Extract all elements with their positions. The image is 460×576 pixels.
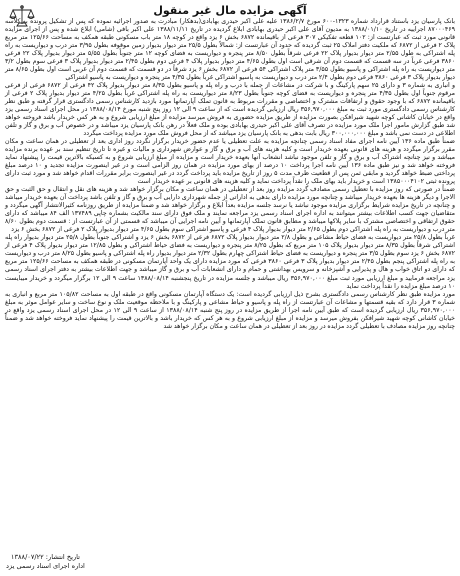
body-paragraph: ضمناً در صورتی که روز مزایده با تعطیل رسمی مصادف گردد مزایده روز بعد از تعطیلی در همان ساعت و مکان برگزار خواهد شد و هزینه های نقل و انتقال و حق الثبت و حق الاجرا و دیگر هزینه ها بعهده خریدار میباشد و چنانچه مورد مزایده دارای بدهی به اداراتی از جمله شهرداری دارایی آب و برق و گاز و تلفن باشد پرداخت آن بعهده خریدار میباشد و چنانچه در تاریخ مزایده شرایط برگزاری مزایده موجود نباشد یا نرسد جلسه مزایده بعداً ابلاغ و برگزار خواهد شد و ضمناً مزایده از طریق روزنامه کثیرالانتشار آگهی میگردد و متقاضیان جهت کسب اطلاعات بیشتر میتوانند به اداره اجرای اسناد رسمی یزد مراجعه نمایند و ملک فوق دارای سند مالکیت بشماره چاپی ۱۳۷۴۸۹ الف ۸۴ میباشد که دارای حقوق ارتفاقی و اختصاصی مشترک با سایر پلاکها میباشد و مطابق قانون تملک آپارتمانها و آیین نامه اجرایی آن میباشد که قسمتی از آن عبارتست از : قسمت دوم بطول ۸/۶۰ متر درب و دیواریست به راه پله اشتراکی دوم بطول ۲/۶۵ متر دیوار بدیوار پلاک ۴ فرعی و پاسیو اشتراکی سوم بطول ۴/۶۵ متر دیوار بدیوار پلاک ۲ فرعی از ۶۸۷۲ بخش ۶ یزد [5,186,455,234]
body-paragraph: بانک پارسیان یزد باستناد قرارداد شماره ۱۳۲۳-۶۰۰ مورخ ۱۳۸۶/۲/۷ علیه علی اکبر حیدری بهابادی(بدهکار) مبادرت به صدور اجرائیه نموده که پس از تشکیل پرونده به کلاسه ۸۷۰۰۰۴۶۹ اجراییه در تاریخ ۱۳۸۸/۰۱/۱۰ به مدیون آقای علی اکبر حیدری بهابادی ابلاغ گردیده در تاریخ ۱۳۸۸/۱۱/۱۱ علی اکبر بافی (شامی) ابلاغ شده و پس از اجرای مزایده قانونی مورد ثبت که عبارتست از: ۱۰۲ قطعه تفکیکی ۳۰۷ فرعی از باقیمانده ۶۸۷۲ بخش ۶ یزد واقع در کوچه ۱۸ متر باب مسکونی طبقه همکف به مساحت ۱۲۵/۶۶ متر مربع پلاک ۲ فرعی از ۶۸۷۲ که ملکیت دفتر املاک ۲۵ ثبت گردیده که حدود آن عبارتست از: شمالاً بطول ۲۵/۵ متر دیوار بدیوار زمین موقوفه بطول ۳/۹۵ متر درب و دیواریست به راه پله اشتراکی به طول ۲/۵۵ متر دیوار بدیوار پلاک ۲۲ فرعی شرقاً بطول ۸/۵۰ متر پنجره و دیواریست به فضای کوچه ۱۲ متر جنوباً بطول ۵/۵۵ متر دیوار بدیوار پلاک ۲۲ فرعی ۳۸۶۰ فرعی غرباً در سه قسمت که قسمت دوم آن شرقی است اول بطول ۴/۶۵ متر دیوار بدیوار پلاک ۴ فرعی دوم بطول ۲/۴۵ متر دیوار بدیوار پلاک ۳ فرعی سوم بطول ۳/۲ متر دیواریست به راه پله اشتراکی و پاسیو بطول ۳/۵۵ متر پلاک اشتراکی ۵۴ فرعی از ۶۸۷۲ بخش ۶ یزد شرقاً در دو قسمت که قسمت دوم آن غربی است اول بطول ۸/۶۵ متر دیوار بدیوار پلاک ۳ فرعی ۳۸۶۰ فرعی دوم بطول ۲/۴ متر درب و دیواریست به پاسیو اشتراکی غرباً بطول ۴/۳۵ متر پنجره و دیواریست به پاسیو اشتراکی [5,18,456,82]
notice-title: آگهی مزایده مال غیر منقول [153,4,307,17]
notice-header [5,4,455,30]
body-paragraph: ضمناً طبق ماده ۱۳۶ آیین نامه اجرای مفاد اسناد رسمی چنانچه مزایده به علت تعطیلی یا عدم حضور خریدار برگزار نگردد روز اداری بعد از تعطیلی در همان ساعت و مکان مقرر برگزار میگردد و هزینه های قانونی بعهده خریدار است و کلیه هزینه های آب و برق و گاز و عوارض شهرداری و مالیات و غیره تا تاریخ تنظیم سند بر عهده برنده مزایده میباشد و نیز چنانچه اشتراک آب و برق و گاز و تلفن موجود نباشد انشعاب آنها بعهده خریدار است و مزایده از مبلغ ارزیابی شروع و به کسیکه بالاترین قیمت را پیشنهاد نماید فروخته خواهد شد و نیز طبق ماده ۱۳۶ آیین نامه اجرا پرداخت ۱۰ درصد از بهای مورد مزایده در همان روز الزامی است و در غیر اینصورت مزایده تجدید و ۱۰ درصد مبلغ پرداختی ضبط خواهد گردید و مابقی ثمن پس از قطعیت ظرف مدت ۵ روز از تاریخ مزایده باید پرداخت گردد در غیر اینصورت برابر مقررات اقدام خواهد شد و مورد ثبت دارای پرونده ثبتی ۱۳۸۵۰۰۰۴۱۰۲ است و خریدار باید بهای ملک را نقداً پرداخت نماید و کلیه هزینه های قانونی بر عهده خریدار است [5,138,455,186]
judiciary-emblem-icon [7,4,37,30]
publish-date: تاریخ انتشار: ۱۳۸۸/۰۷/۲۲ [10,553,80,561]
body-paragraph: و انباری به شماره ۳ و دارای ۲۵ سهم پارکینگ و با شرکت در مشاعات از جمله با درب و راه پله و پاسیو بطول ۸/۳۵ متر دیوار بدیوار پلاک ۴۲ فرعی از ۶۸۷۲ فرعی از فرعی مرقوم جنوباً اول بطول ۴/۳۵ متر پنجره و دیواریست به فضای کوچه جنوباً بطول ۸/۲۳ متر دیواریست به راه پله اشتراکی غرباً بطول ۴/۲۵ متر دیوار بدیوار پلاک ۲ فرعی از باقیمانده ۶۸۷۲ که با وجود حقوق و ارتفاقات مشترک و اختصاصی و مقررات مربوط به قانون تملک آپارتمانها مورد بازدید کارشناس رسمی دادگستری قرار گرفته و طبق نظر کارشناس رسمی دادگستری مورد ثبت به مبلغ ۳۵۶,۹۷۰,۰۰۰ ریال ارزیابی گردیده است که از ساعت ۹ الی ۱۲ روز پنج شنبه مورخ ۱۳۸۸/۰۸/۱۴ در محل اجرای اسناد رسمی یزد واقع در خیابان کاشانی کوچه شهید شیرافکن بصورت مزایده از طریق مزایده حضوری به فروش میرسد مزایده از مبلغ ارزیابی شروع و به هر کس خریدار باشد فروخته خواهد شد طبق گزارش مامور اجرا ملک مورد مزایده در تصرف آقای علی اکبر حیدری بهابادی بوده و ملک فعلاً در رهن بانک پارسیان یزد میباشد و در خصوص آب و برق و گاز و تلفن اطلاعی در دست نمی باشد و مبلغ ۳۰۰,۰۰۰,۰۰۰ ریال بابت بدهی به بانک پارسیان یزد میباشد که از محل فروش ملک مورد مزایده پرداخت میگردد [5,82,455,138]
notice-footer [6,553,85,571]
body-paragraph: غرباً بطول ۲۵/۸ متر دیواریست به فضای حیاط مشاعی و بطول ۲/۸ متر دیوار بدیوار پلاک ۶۸۷۲ فرعی از ۶۸۷۲ بخش ۶ یزد و اشتراکی جنوباً بطول ۲۵/۸ متر دیوار بدیوار راه پله اشتراکی شرقاً بطول ۸/۳۵ متر دیوار بدیوار پلاک ۱۰۵ متر مربع که بطول ۸/۲۵ متر پنجره و دیواریست به فضای حیاط اشتراکی و بطول ۱۲/۸۵ متر دیوار بدیوار پلاک ۴ فرعی از ۶۸۷۲ بخش ۶ یزد سوم بطول ۳/۵ متر پنجره و دیواریست به فضای حیاط اشتراکی چهارم بطول ۲/۳۲ متر دیوار بدیوار راه پله اشتراکی و پاسیو بطول ۸/۲۵ متر درب و دیواریست به راه پله اشتراکی پنجم بطول ۲/۴۵ متر دیوار بدیوار پلاک ۳ فرعی ۳۸۶۰ فرعی که مورد مزایده دارای یک واحد آپارتمان مسکونی در طبقه همکف به مساحت ۱۲۵/۶۶ متر مربع که دارای دو اتاق خواب و هال و پذیرایی و آشپزخانه و سرویس بهداشتی و حمام و دارای انشعابات آب و برق و گاز میباشد و جهت اطلاعات بیشتر به دفتر اجرای اسناد رسمی یزد مراجعه فرمایید و مبلغ ارزیابی مورد ثبت مبلغ ۳۵۶,۹۷۰,۰۰۰ ریال میباشد و جلسه مزایده در تاریخ پنجشنبه ۱۳۸۸/۰۸/۱۴ ساعت ۹ الی ۱۲ برگزار میگردد و خریدار میبایست ۱۰ درصد مبلغ مزایده را نقداً پرداخت نماید [4,234,456,290]
body-paragraph: مورد مزایده طبق نظر کارشناس رسمی دادگستری بشرح ذیل ارزیابی گردیده است: یک دستگاه آپارتمان مسکونی واقع در طبقه اول به مساحت ۱۰۵/۸۲ متر مربع و انباری به شماره ۳ قرار دارد که بقیه قسمتها و مشاعات آن عبارتست از راه پله و پاسیو و حیاط مشاعی و پارکینگ و با ملاحظه موقعیت ملک و نوع ساخت و سایر عوامل موثر به مبلغ ۳۵۶,۹۷۰,۰۰۰ ریال ارزیابی گردیده است که طبق آیین نامه اجرا از طریق مزایده در روز پنج شنبه ۱۳۸۸/۰۸/۱۴ از ساعت ۹ الی ۱۲ در محل اجرای اسناد رسمی یزد واقع در خیابان کاشانی کوچه شهید شیرافکن بفروش میرسد و مزایده از مبلغ ارزیابی شروع و به هر کس که خریدار باشد و بالاترین قیمت را پیشنهاد نماید فروخته خواهد شد و ضمناً چنانچه روز مزایده مصادف با تعطیلی گردد مزایده در روز بعد از تعطیلی در همان ساعت و مکان برگزار خواهد شد [5,290,455,330]
notice-body [5,18,455,331]
issuing-office: اداره اجرای اسناد رسمی یزد [6,562,85,570]
